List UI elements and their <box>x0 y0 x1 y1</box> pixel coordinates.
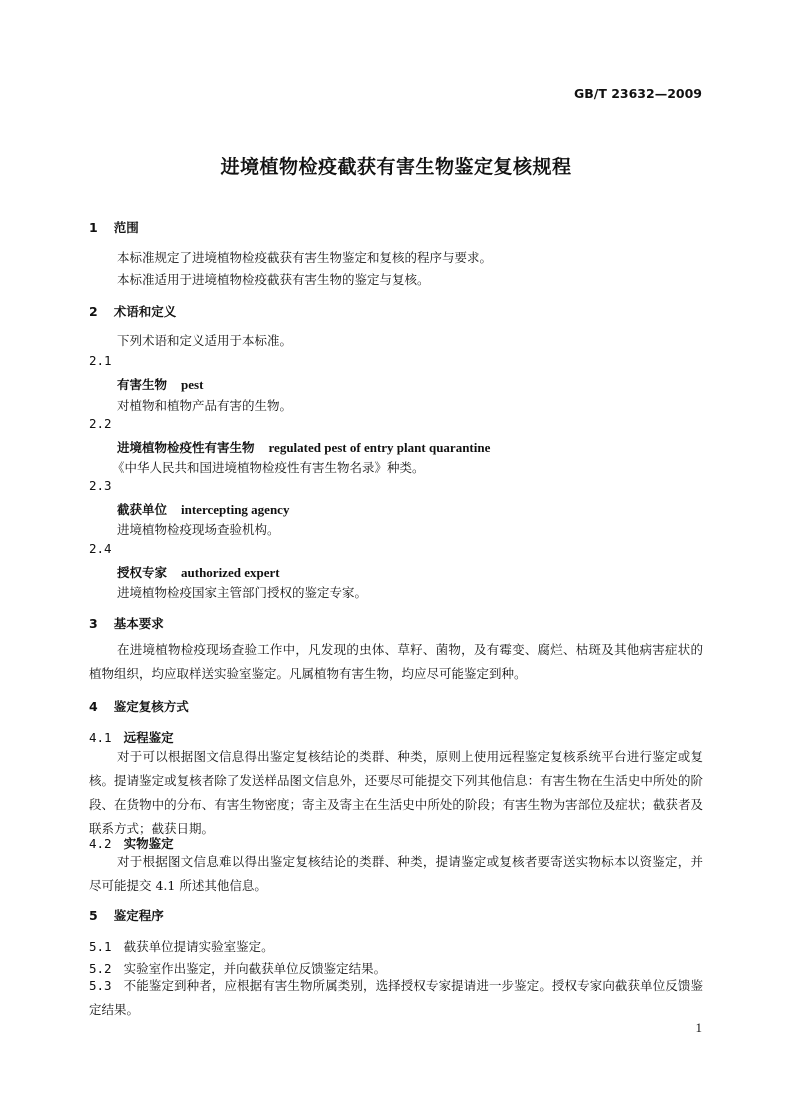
item-text: 不能鉴定到种者，应根据有害生物所属类别，选择授权专家提请进一步鉴定。授权专家向截获单位反馈鉴定结果。 <box>89 978 703 1017</box>
term-english: regulated pest of entry plant quarantine <box>268 440 491 455</box>
term-chinese: 授权专家 <box>117 565 168 580</box>
section-number: 3 <box>89 616 98 631</box>
term-number: 2.1 <box>89 353 112 368</box>
paragraph: 对于可以根据图文信息得出鉴定复核结论的类群、种类，原则上使用远程鉴定复核系统平台进行鉴定或复核。提请鉴定或复核者除了发送样品图文信息外，还要尽可能提交下列其他信息：有害生物在生活史中所处的阶段、在货物中的分布、有害生物密度；寄主及寄主在生活史中所处的阶段；有害生物为害部位及症状；截获者及联系方式；截获日期。 <box>89 749 703 836</box>
item-number: 5.2 <box>89 961 112 976</box>
item-text: 实验室作出鉴定，并向截获单位反馈鉴定结果。 <box>123 961 387 976</box>
term-entry <box>117 437 490 456</box>
term-english: pest <box>181 377 204 392</box>
term-definition: 进境植物检疫现场查验机构。 <box>117 522 280 537</box>
term-entry <box>117 562 280 581</box>
term-english: intercepting agency <box>181 502 290 517</box>
section-title: 范围 <box>113 220 139 235</box>
term-entry <box>117 499 289 518</box>
subsection-number: 4.1 <box>89 730 112 745</box>
page-number: 1 <box>695 1020 702 1035</box>
paragraph: 对于根据图文信息难以得出鉴定复核结论的类群、种类，提请鉴定或复核者要寄送实物标本以资鉴定，并尽可能提交 4.1 所述其他信息。 <box>89 854 703 893</box>
term-number: 2.4 <box>89 541 112 556</box>
section-number: 2 <box>89 304 98 319</box>
term-chinese: 进境植物检疫性有害生物 <box>117 440 255 455</box>
paragraph: 本标准适用于进境植物检疫截获有害生物的鉴定与复核。 <box>117 272 430 287</box>
item-number: 5.1 <box>89 939 112 954</box>
section-title: 鉴定复核方式 <box>113 699 189 714</box>
term-chinese: 截获单位 <box>117 502 168 517</box>
paragraph: 在进境植物检疫现场查验工作中，凡发现的虫体、草籽、菌物，及有霉变、腐烂、枯斑及其他病害症状的植物组织，均应取样送实验室鉴定。凡属植物有害生物，均应尽可能鉴定到种。 <box>89 642 703 681</box>
list-item <box>89 936 274 955</box>
section-number: 5 <box>89 908 98 923</box>
section-5-heading <box>89 906 164 924</box>
subsection-title: 实物鉴定 <box>123 836 174 851</box>
term-chinese: 有害生物 <box>117 377 168 392</box>
item-number: 5.3 <box>89 978 112 993</box>
item-text: 截获单位提请实验室鉴定。 <box>123 939 274 954</box>
subsection-title: 远程鉴定 <box>123 730 174 745</box>
paragraph: 本标准规定了进境植物检疫截获有害生物鉴定和复核的程序与要求。 <box>117 250 493 265</box>
section-number: 4 <box>89 699 98 714</box>
term-number: 2.2 <box>89 416 112 431</box>
term-definition: 对植物和植物产品有害的生物。 <box>117 398 293 413</box>
term-entry <box>117 374 203 393</box>
term-number: 2.3 <box>89 478 112 493</box>
section-2-heading <box>89 302 176 320</box>
section-title: 基本要求 <box>113 616 164 631</box>
paragraph: 下列术语和定义适用于本标准。 <box>117 333 293 348</box>
term-definition: 《中华人民共和国进境植物检疫性有害生物名录》种类。 <box>112 460 425 475</box>
section-number: 1 <box>89 220 98 235</box>
section-title: 鉴定程序 <box>113 908 164 923</box>
document-title: 进境植物检疫截获有害生物鉴定复核规程 <box>220 156 572 178</box>
section-1-heading <box>89 218 139 236</box>
subsection-number: 4.2 <box>89 836 112 851</box>
section-3-heading <box>89 614 164 632</box>
section-4-heading <box>89 697 189 715</box>
subsection-4-1-heading <box>89 727 174 746</box>
section-title: 术语和定义 <box>113 304 177 319</box>
term-english: authorized expert <box>181 565 280 580</box>
list-item <box>89 974 703 1022</box>
standard-number: GB/T 23632—2009 <box>573 86 702 101</box>
term-definition: 进境植物检疫国家主管部门授权的鉴定专家。 <box>117 585 368 600</box>
